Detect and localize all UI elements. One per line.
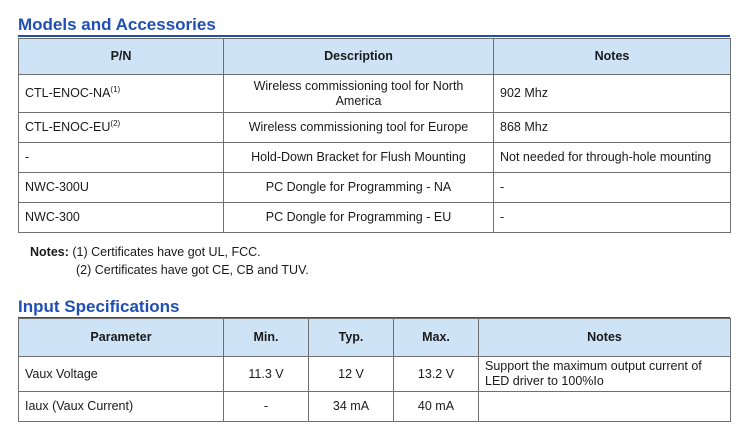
table-row xyxy=(19,357,731,392)
cell-notes: Not needed for through-hole mounting xyxy=(494,143,731,173)
column-header-parameter: Parameter xyxy=(19,319,224,357)
cell-max: 13.2 V xyxy=(394,357,479,392)
table-row xyxy=(19,392,731,422)
cell-parameter: Iaux (Vaux Current) xyxy=(19,392,224,422)
input-specifications-table xyxy=(18,318,731,422)
table-row xyxy=(19,173,731,203)
column-header-min: Min. xyxy=(224,319,309,357)
cell-typ: 34 mA xyxy=(309,392,394,422)
section-title-input-specifications: Input Specifications xyxy=(18,297,180,316)
cell-pn: CTL-ENOC-EU$^{(2)}$ xyxy=(19,113,224,143)
cell-notes: Support the maximum output current of LED driver to 100%Io xyxy=(479,357,731,392)
cell-notes: - xyxy=(494,173,731,203)
cell-notes: 868 Mhz xyxy=(494,113,731,143)
footnotes xyxy=(30,243,309,279)
cell-pn: - xyxy=(19,143,224,173)
cell-notes xyxy=(479,392,731,422)
cell-notes: 902 Mhz xyxy=(494,75,731,113)
column-header-notes: Notes xyxy=(479,319,731,357)
column-header-typ: Typ. xyxy=(309,319,394,357)
column-header-max: Max. xyxy=(394,319,479,357)
models-table xyxy=(18,38,731,233)
cell-min: 11.3 V xyxy=(224,357,309,392)
table-header-row xyxy=(19,39,731,75)
cell-parameter: Vaux Voltage xyxy=(19,357,224,392)
cell-pn: NWC-300U xyxy=(19,173,224,203)
table-row xyxy=(19,113,731,143)
cell-description: PC Dongle for Programming - EU xyxy=(224,203,494,233)
table-row xyxy=(19,143,731,173)
cell-typ: 12 V xyxy=(309,357,394,392)
footnote-line: (2) Certificates have got CE, CB and TUV. xyxy=(76,263,309,277)
table-row xyxy=(19,75,731,113)
cell-description: Wireless commissioning tool for North America xyxy=(224,75,494,113)
cell-description: PC Dongle for Programming - NA xyxy=(224,173,494,203)
footnote-marker: (2) xyxy=(110,118,121,128)
cell-max: 40 mA xyxy=(394,392,479,422)
cell-description: Hold-Down Bracket for Flush Mounting xyxy=(224,143,494,173)
table-row xyxy=(19,203,731,233)
cell-notes: - xyxy=(494,203,731,233)
cell-pn: CTL-ENOC-NA$^{(1)}$ xyxy=(19,75,224,113)
cell-min: - xyxy=(224,392,309,422)
footnotes-label: Notes: xyxy=(30,245,69,259)
footnote-line: Notes: (1) Certificates have got UL, FCC. xyxy=(30,245,261,259)
cell-pn: NWC-300 xyxy=(19,203,224,233)
table-header-row xyxy=(19,319,731,357)
section-divider xyxy=(18,35,730,37)
column-header-pn: P/N xyxy=(19,39,224,75)
column-header-notes: Notes xyxy=(494,39,731,75)
cell-description: Wireless commissioning tool for Europe xyxy=(224,113,494,143)
footnote-marker: (1) xyxy=(110,84,121,94)
column-header-description: Description xyxy=(224,39,494,75)
section-title-models: Models and Accessories xyxy=(18,15,216,34)
